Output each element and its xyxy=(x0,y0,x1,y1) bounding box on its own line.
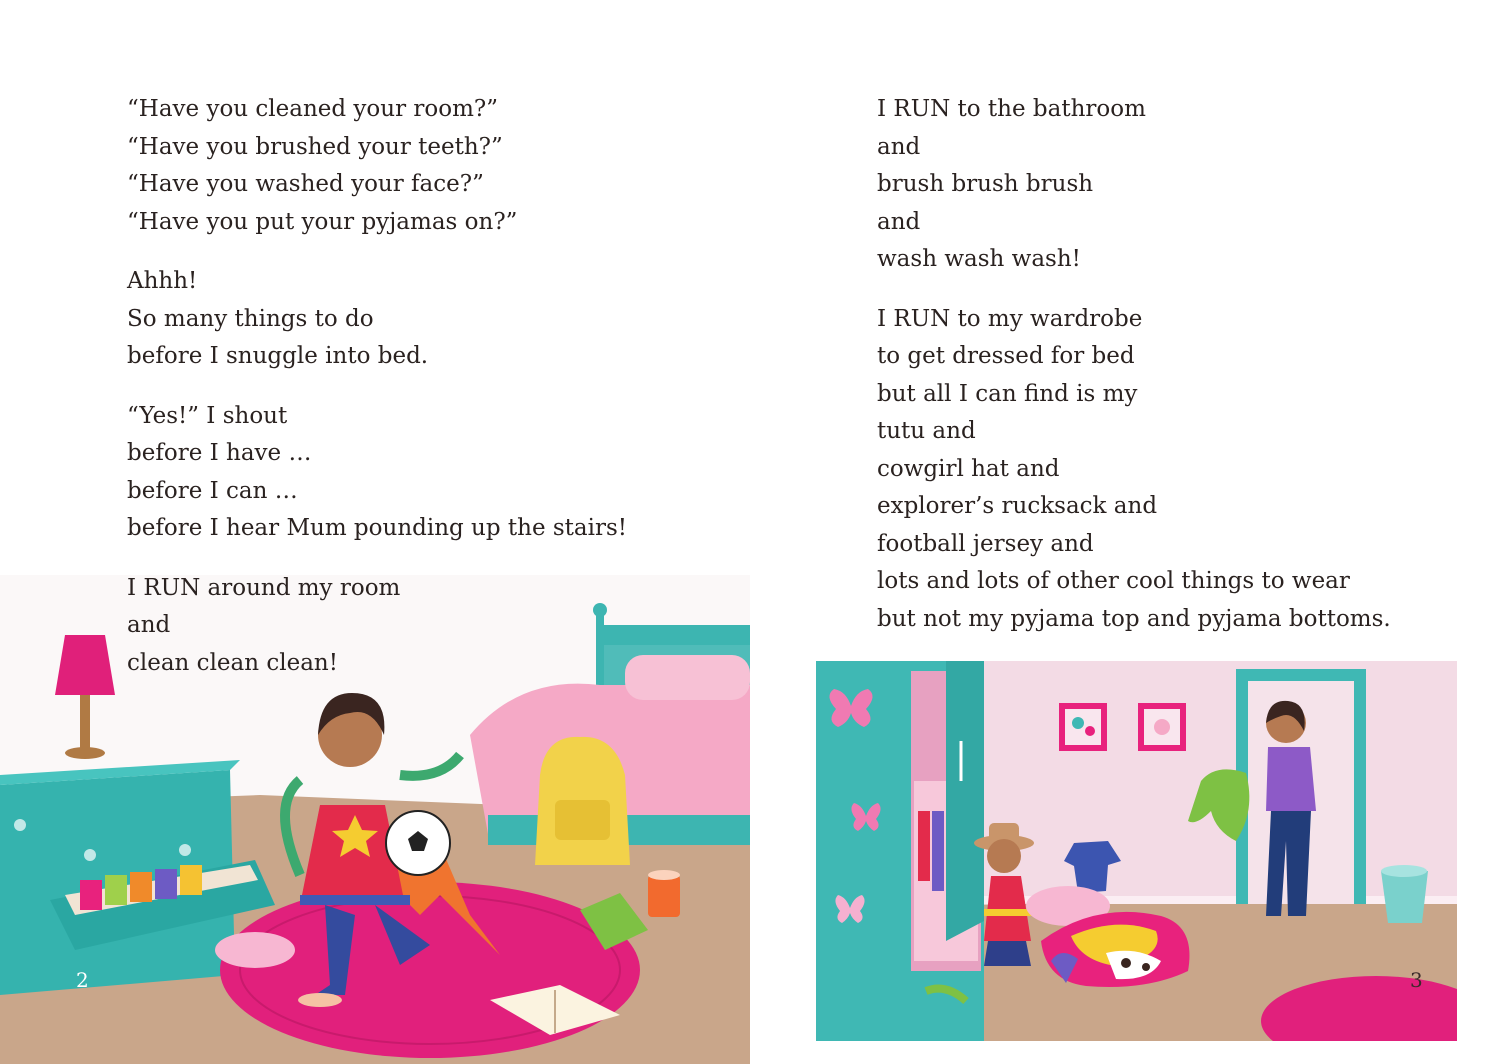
text-line: cowgirl hat and xyxy=(877,455,1060,482)
right-page-text xyxy=(877,91,1391,660)
wardrobe-illustration xyxy=(816,661,1457,1041)
text-line: Ahhh! xyxy=(127,268,198,294)
page-number: 3 xyxy=(1410,968,1423,992)
text-line: lots and lots of other cool things to wear xyxy=(877,568,1350,594)
text-line: “Yes!” I shout xyxy=(127,402,288,429)
stanza xyxy=(877,91,1391,279)
text-line: before I can … xyxy=(127,477,298,504)
text-line: “Have you washed your face?” xyxy=(127,171,484,197)
left-page-text xyxy=(127,91,627,704)
text-line: explorer’s rucksack and xyxy=(877,493,1158,519)
text-line: So many things to do xyxy=(127,305,374,332)
stanza xyxy=(127,263,627,376)
text-line: before I hear Mum pounding up the stairs! xyxy=(127,515,628,541)
text-line: but not my pyjama top and pyjama bottoms. xyxy=(877,605,1391,632)
text-line: I RUN to the bathroom xyxy=(877,96,1146,122)
text-line: before I snuggle into bed. xyxy=(127,343,429,369)
text-line: but all I can find is my xyxy=(877,380,1138,407)
text-line: “Have you put your pyjamas on?” xyxy=(127,208,518,235)
right-page xyxy=(750,0,1500,1064)
text-line: football jersey and xyxy=(877,530,1094,557)
text-line: and xyxy=(877,208,921,235)
text-line: “Have you cleaned your room?” xyxy=(127,96,498,122)
stanza xyxy=(127,570,627,683)
page-number: 2 xyxy=(76,968,89,992)
text-line: tutu and xyxy=(877,418,976,444)
text-line: “Have you brushed your teeth?” xyxy=(127,133,503,160)
stanza xyxy=(127,398,627,548)
text-line: to get dressed for bed xyxy=(877,343,1135,369)
text-line: and xyxy=(127,612,171,638)
text-line: brush brush brush xyxy=(877,171,1094,197)
text-line: I RUN to my wardrobe xyxy=(877,305,1143,332)
text-line: and xyxy=(877,133,921,160)
text-line: clean clean clean! xyxy=(127,649,338,676)
stanza xyxy=(127,91,627,241)
stanza xyxy=(877,301,1391,639)
text-line: I RUN around my room xyxy=(127,574,401,601)
text-line: wash wash wash! xyxy=(877,246,1081,272)
text-line: before I have … xyxy=(127,440,312,466)
